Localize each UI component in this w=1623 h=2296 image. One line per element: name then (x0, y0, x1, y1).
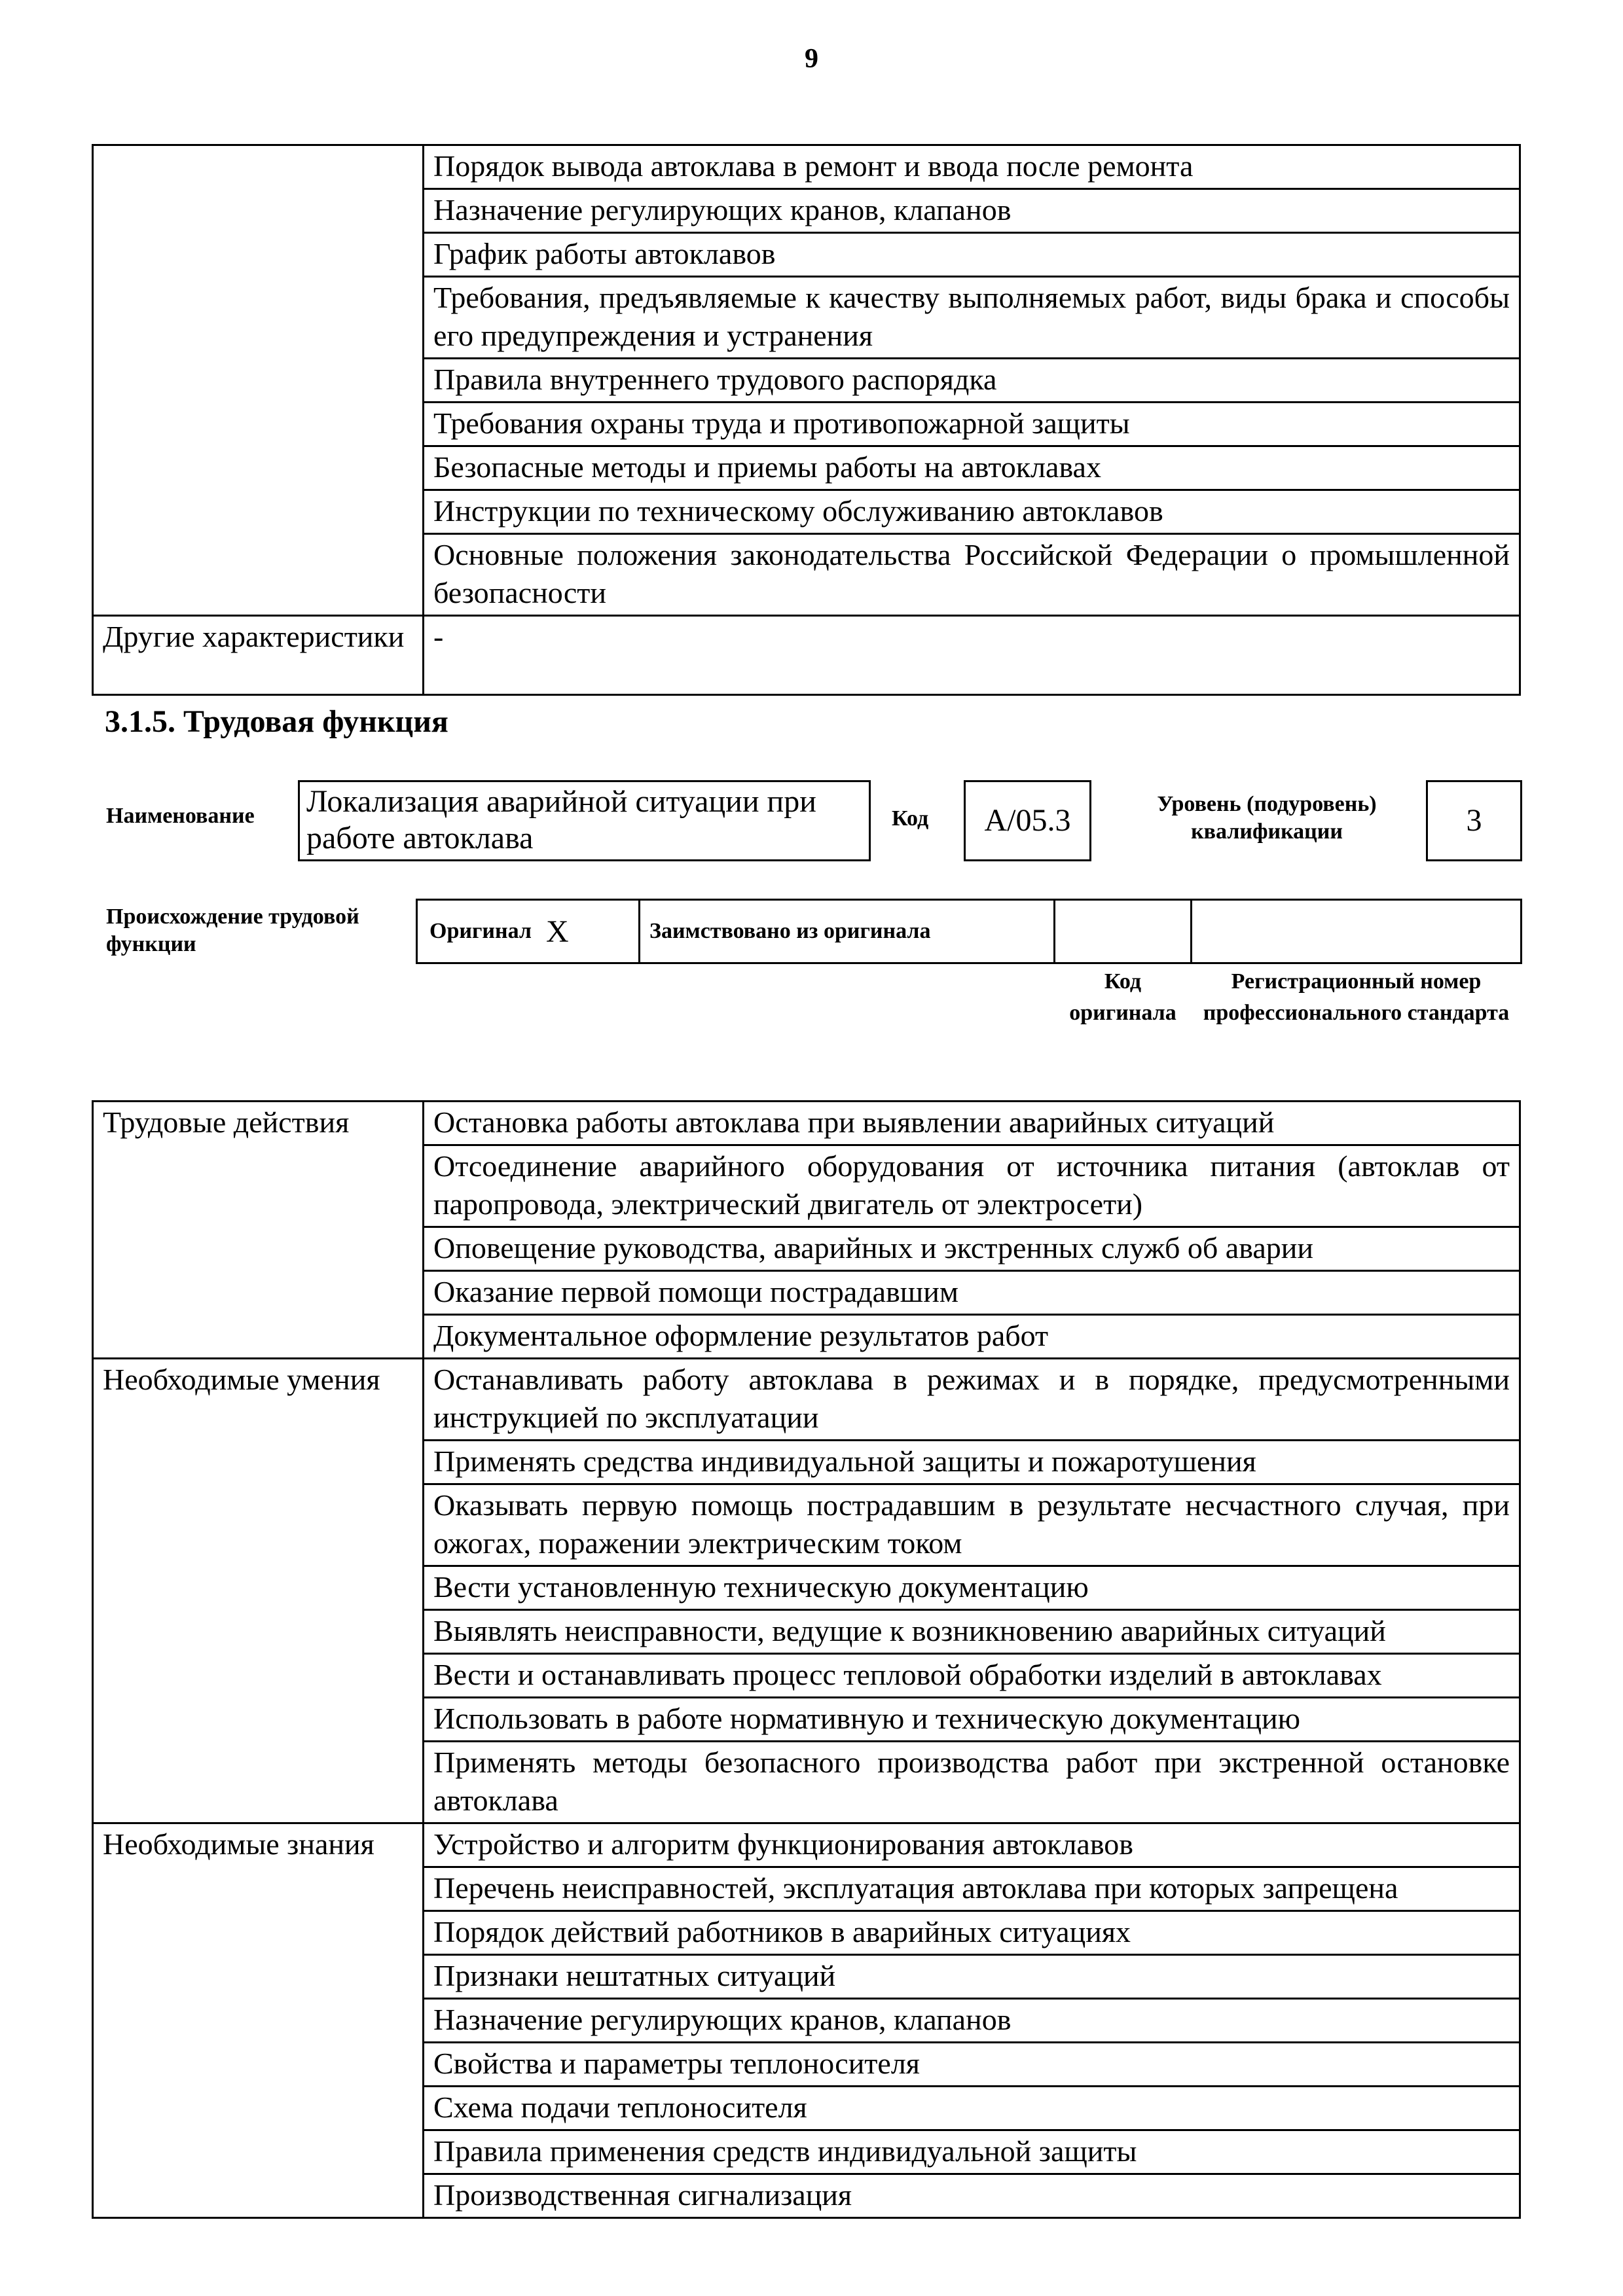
function-name-value: Локализация аварийной ситуации при работе автоклава (306, 784, 816, 855)
labor-action-item: Документальное оформление результатов работ (424, 1315, 1520, 1359)
qualification-level-box (1426, 780, 1522, 861)
other-characteristics-value: - (424, 616, 1520, 695)
code-label: Код (892, 806, 929, 831)
skill-item: Оказывать первую помощь пострадавшим в результате несчастного случая, при ожогах, поражении электрическим током (424, 1484, 1520, 1566)
borrowed-cell (638, 899, 1055, 964)
origin-label: Происхождение трудовой функции (106, 905, 359, 956)
skill-item: Использовать в работе нормативную и техническую документацию (424, 1698, 1520, 1742)
knowledge-item: Устройство и алгоритм функционирования автоклавов (424, 1823, 1520, 1867)
labor-function-table (92, 1100, 1521, 2219)
skill-item: Выявлять неисправности, ведущие к возникновению аварийных ситуаций (424, 1610, 1520, 1654)
knowledge-item: Требования охраны труда и противопожарной защиты (424, 403, 1520, 446)
labor-action-item: Оповещение руководства, аварийных и экстренных служб об аварии (424, 1227, 1520, 1271)
original-cell (416, 899, 640, 964)
labor-actions-label: Трудовые действия (93, 1102, 424, 1359)
labor-action-item: Отсоединение аварийного оборудования от источника питания (автоклав от паропровода, электрический двигатель от электросети) (424, 1145, 1520, 1227)
function-name-box (298, 780, 871, 861)
knowledge-item: Назначение регулирующих кранов, клапанов (424, 189, 1520, 233)
code-original-caption: Код оригинала (1069, 969, 1176, 1025)
original-mark: X (545, 914, 569, 949)
knowledge-item: Перечень неисправностей, эксплуатация автоклава при которых запрещена (424, 1867, 1520, 1911)
knowledge-item: Инструкции по техническому обслуживанию автоклавов (424, 490, 1520, 534)
skill-item: Применять методы безопасного производства работ при экстренной остановке автоклава (424, 1742, 1520, 1823)
reg-number-cell (1190, 899, 1522, 964)
function-code-value: А/05.3 (984, 803, 1071, 838)
skill-item: Вести и останавливать процесс тепловой обработки изделий в автоклавах (424, 1654, 1520, 1698)
section-title: 3.1.5. Трудовая функция (105, 704, 448, 739)
qualification-level-value: 3 (1466, 803, 1482, 838)
knowledge-continuation-table (92, 144, 1521, 696)
knowledge-item: Правила внутреннего трудового распорядка (424, 359, 1520, 403)
skill-item: Останавливать работу автоклава в режимах и в порядке, предусмотренными инструкцией по эксплуатации (424, 1359, 1520, 1441)
qualification-level-label: Уровень (подуровень) квалификации (1157, 792, 1377, 844)
skill-item: Вести установленную техническую документацию (424, 1566, 1520, 1610)
labor-action-item: Оказание первой помощи пострадавшим (424, 1271, 1520, 1315)
knowledge-item: Требования, предъявляемые к качеству выполняемых работ, виды брака и способы его предупреждения и устранения (424, 277, 1520, 359)
knowledge-item: Признаки нештатных ситуаций (424, 1955, 1520, 1999)
knowledge-item: Порядок вывода автоклава в ремонт и ввода после ремонта (424, 145, 1520, 189)
knowledge-item: Назначение регулирующих кранов, клапанов (424, 1999, 1520, 2043)
labor-action-item: Остановка работы автоклава при выявлении аварийных ситуаций (424, 1102, 1520, 1145)
knowledge-item: Схема подачи теплоносителя (424, 2087, 1520, 2130)
required-knowledge-label: Необходимые знания (93, 1823, 424, 2218)
original-label: Оригинал (429, 919, 532, 943)
function-code-box (964, 780, 1091, 861)
code-original-cell (1053, 899, 1192, 964)
reg-number-caption: Регистрационный номер профессионального стандарта (1203, 969, 1510, 1025)
knowledge-item: Безопасные методы и приемы работы на автоклавах (424, 446, 1520, 490)
knowledge-label-cell-empty (93, 145, 424, 616)
knowledge-item: Правила применения средств индивидуальной защиты (424, 2130, 1520, 2174)
borrowed-label: Заимствовано из оригинала (649, 919, 931, 943)
required-skills-label: Необходимые умения (93, 1359, 424, 1823)
knowledge-item: Порядок действий работников в аварийных ситуациях (424, 1911, 1520, 1955)
knowledge-item: График работы автоклавов (424, 233, 1520, 277)
knowledge-item: Свойства и параметры теплоносителя (424, 2043, 1520, 2087)
knowledge-item: Производственная сигнализация (424, 2174, 1520, 2218)
name-label: Наименование (106, 804, 255, 828)
other-characteristics-label: Другие характеристики (93, 616, 424, 695)
knowledge-item: Основные положения законодательства Российской Федерации о промышленной безопасности (424, 534, 1520, 616)
page-number: 9 (805, 44, 818, 74)
skill-item: Применять средства индивидуальной защиты и пожаротушения (424, 1441, 1520, 1484)
